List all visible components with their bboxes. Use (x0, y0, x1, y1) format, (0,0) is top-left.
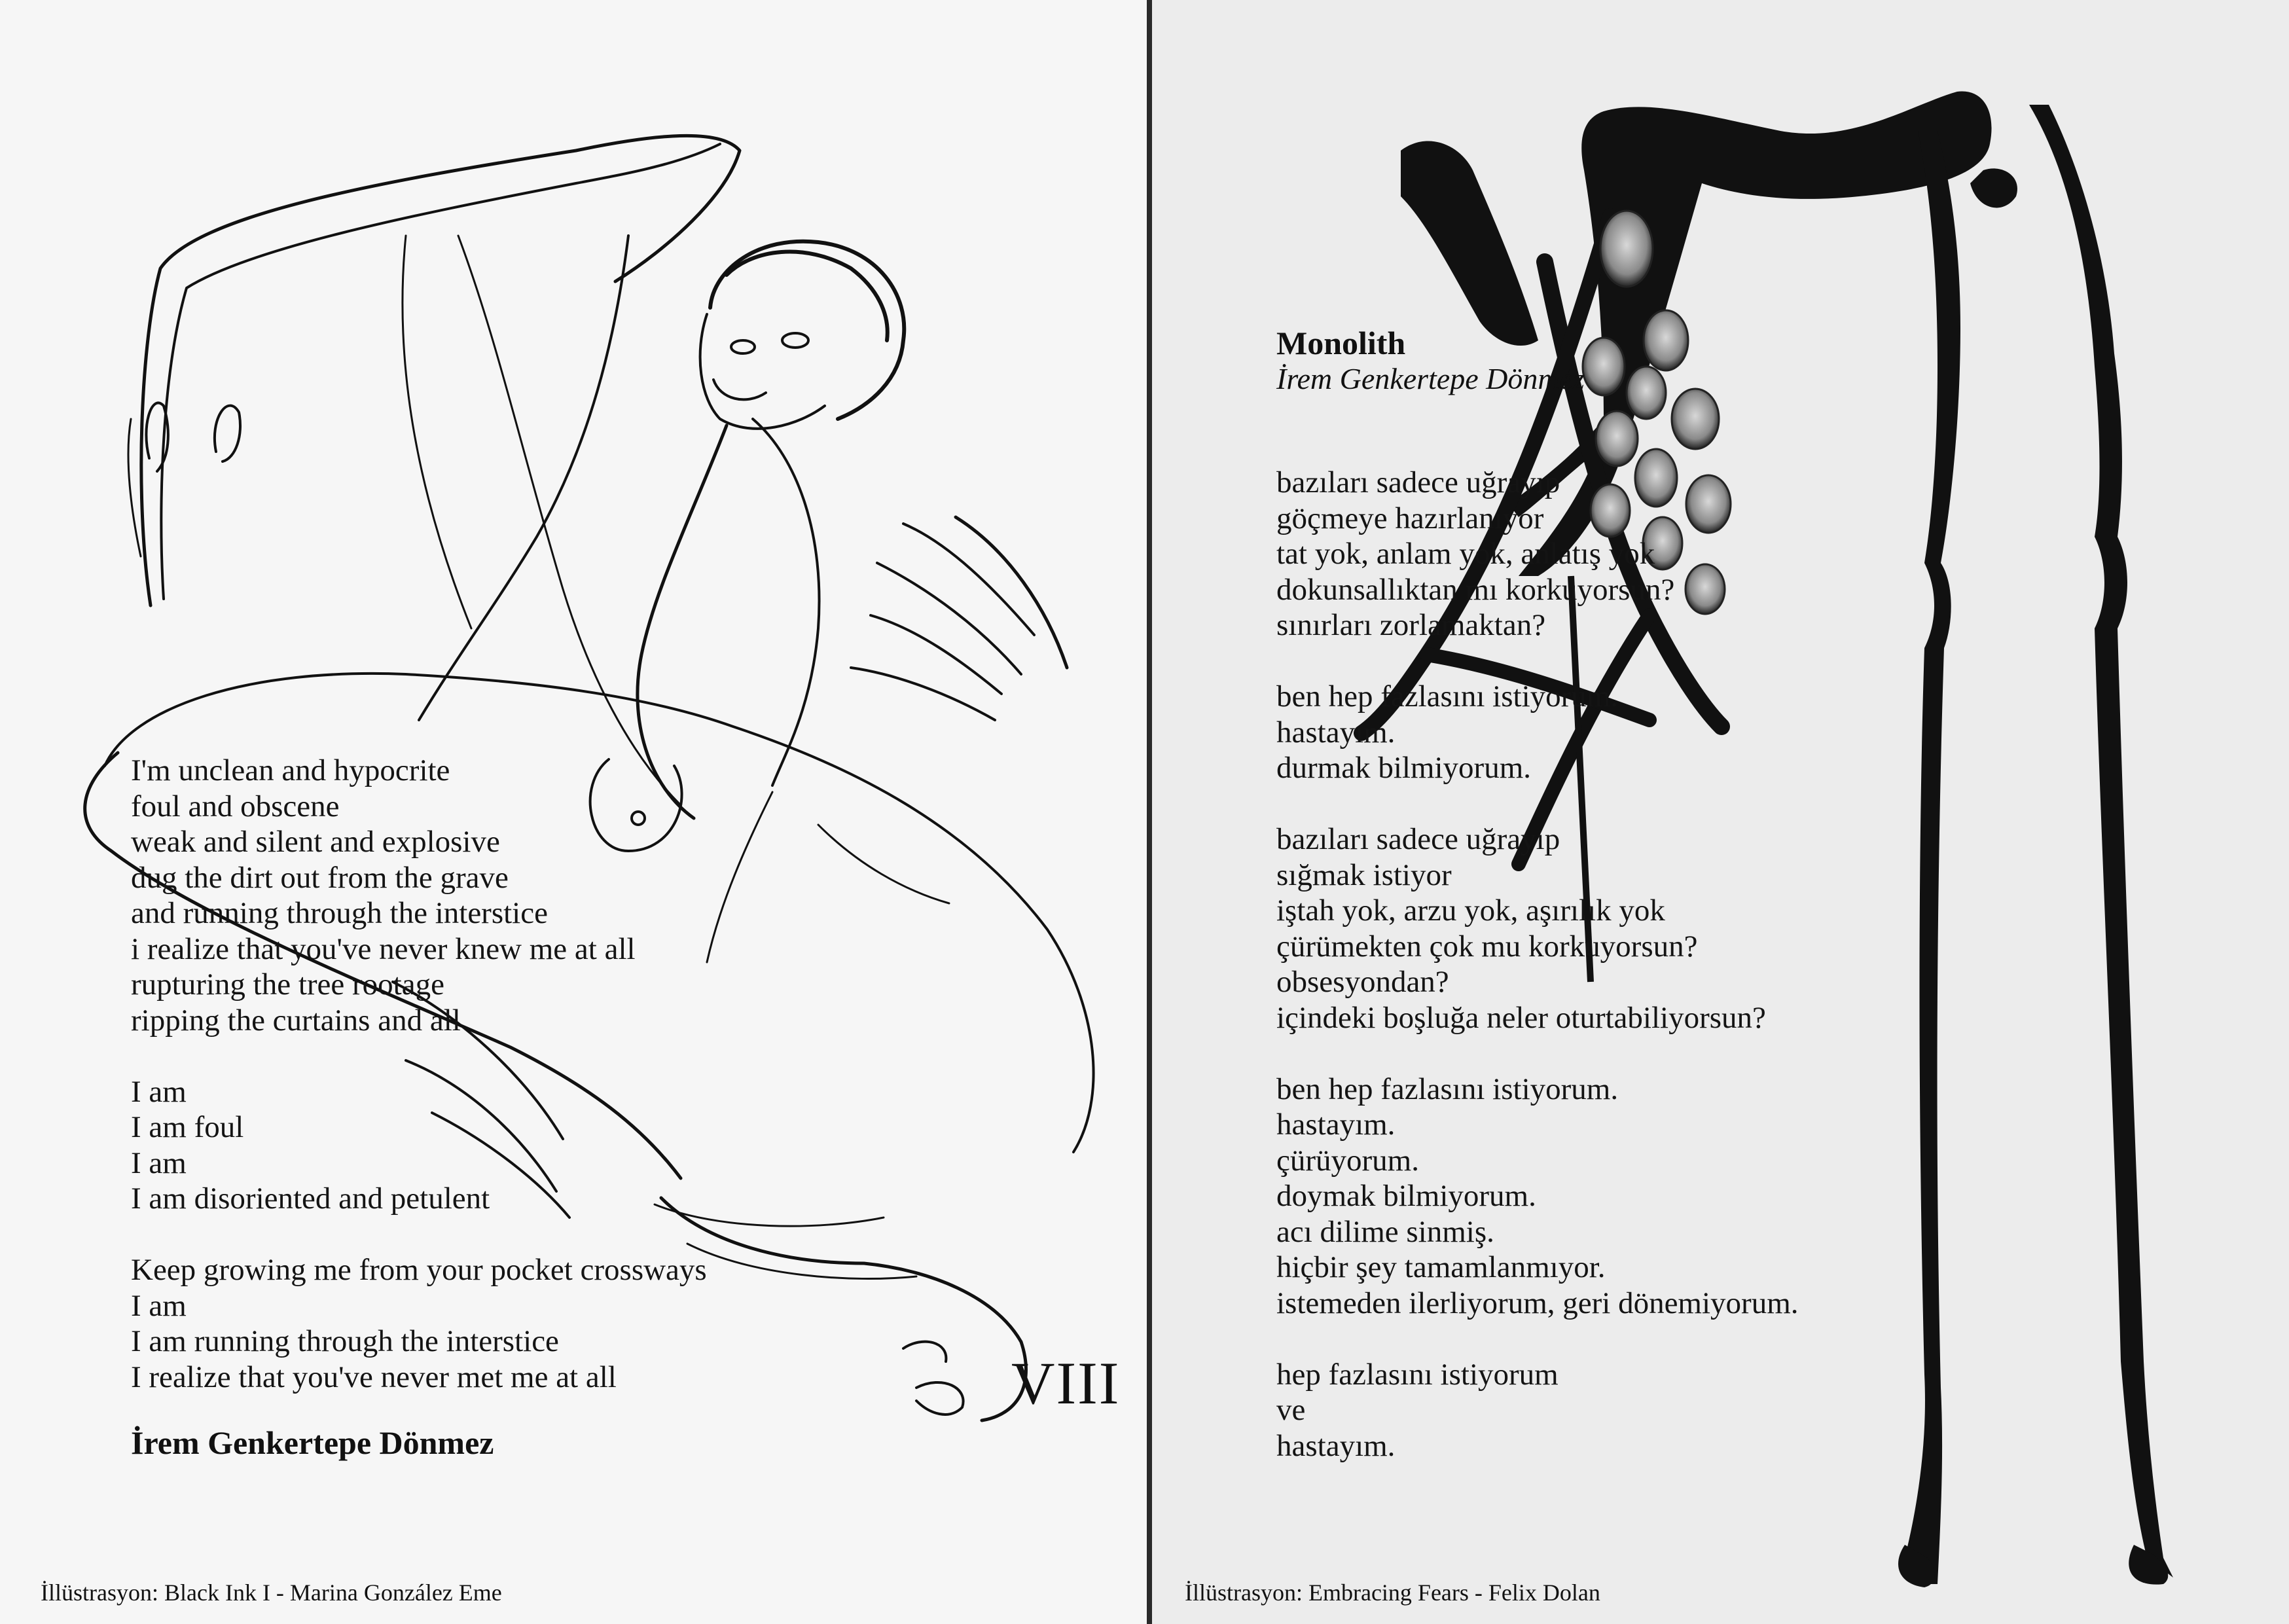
poem-line: içindeki boşluğa neler oturtabiliyorsun? (1276, 1000, 1766, 1035)
page-divider (1147, 0, 1152, 1624)
poem-line: dug the dirt out from the grave (131, 860, 509, 895)
poem-line: ve (1276, 1393, 1306, 1427)
illustration-caption-left: İllüstrasyon: Black Ink I - Marina González Eme (41, 1579, 502, 1606)
poem-line: hastayım. (1276, 1108, 1396, 1142)
poem-line: doymak bilmiyorum. (1276, 1179, 1536, 1213)
poem-author-subtitle: İrem Genkertepe Dönmez (1276, 362, 1585, 395)
stanza-break (131, 1038, 707, 1074)
poem-title: Monolith (1276, 325, 1406, 361)
poem-line: I am (131, 1146, 187, 1180)
poem-right (1276, 465, 1799, 1464)
poem-line: and running through the interstice (131, 896, 548, 930)
poem-line: sığmak istiyor (1276, 857, 1452, 892)
poem-line: tat yok, anlam yok, anlatış yok (1276, 537, 1655, 571)
poem-line: dokunsallıktan mı korkuyorsun? (1276, 572, 1675, 607)
poem-line: I realize that you've never met me at all (131, 1360, 617, 1394)
poem-line: hastayım. (1276, 1428, 1396, 1463)
stanza-break (131, 1217, 707, 1253)
poem-line: durmak bilmiyorum. (1276, 751, 1532, 785)
poem-line: I'm unclean and hypocrite (131, 753, 450, 787)
poem-line: hiçbir şey tamamlanmıyor. (1276, 1250, 1606, 1284)
poem-line: sınırları zorlamaktan? (1276, 608, 1546, 642)
stanza-break (1276, 1036, 1799, 1072)
poem-line: I am disoriented and petulent (131, 1182, 490, 1216)
poem-line: Keep growing me from your pocket crossways (131, 1253, 707, 1287)
author-name: İrem Genkertepe Dönmez (131, 1424, 494, 1461)
stanza-break (1276, 643, 1799, 679)
poem-line: çürümekten çok mu korkuyorsun? (1276, 929, 1698, 964)
poem-line: ben hep fazlasını istiyorum. (1276, 1072, 1619, 1106)
poem-line: I am (131, 1074, 187, 1109)
poem-line: I am running through the interstice (131, 1324, 559, 1358)
poem-line: hep fazlasını istiyorum (1276, 1357, 1559, 1392)
poem-line: foul and obscene (131, 789, 340, 823)
poem-line: ripping the curtains and all (131, 1003, 461, 1038)
poem-line: bazıları sadece uğrayıp (1276, 465, 1560, 499)
stanza-break (1276, 786, 1799, 822)
poem-line: acı dilime sinmiş. (1276, 1214, 1494, 1249)
roman-numeral-mark: VIII (1011, 1350, 1121, 1416)
poem-line: iştah yok, arzu yok, aşırılık yok (1276, 893, 1665, 928)
poem-line: göçmeye hazırlanıyor (1276, 501, 1544, 535)
poem-line: weak and silent and explosive (131, 825, 500, 859)
poem-line: ben hep fazlasını istiyorum. (1276, 679, 1619, 713)
poem-line: obsesyondan? (1276, 965, 1449, 999)
poem-line: çürüyorum. (1276, 1143, 1419, 1178)
poem-line: i realize that you've never knew me at all (131, 931, 636, 966)
poem-line: I am foul (131, 1110, 244, 1144)
poem-line: bazıları sadece uğrayıp (1276, 822, 1560, 856)
stanza-break (1276, 1321, 1799, 1357)
poem-left (131, 753, 707, 1395)
poem-line: istemeden ilerliyorum, geri dönemiyorum. (1276, 1286, 1799, 1320)
poem-line: rupturing the tree rootage (131, 967, 444, 1001)
illustration-caption-right: İllüstrasyon: Embracing Fears - Felix Dolan (1185, 1579, 1600, 1606)
poem-line: I am (131, 1288, 187, 1323)
poem-line: hastayım. (1276, 715, 1396, 749)
right-page (1152, 0, 2289, 1624)
